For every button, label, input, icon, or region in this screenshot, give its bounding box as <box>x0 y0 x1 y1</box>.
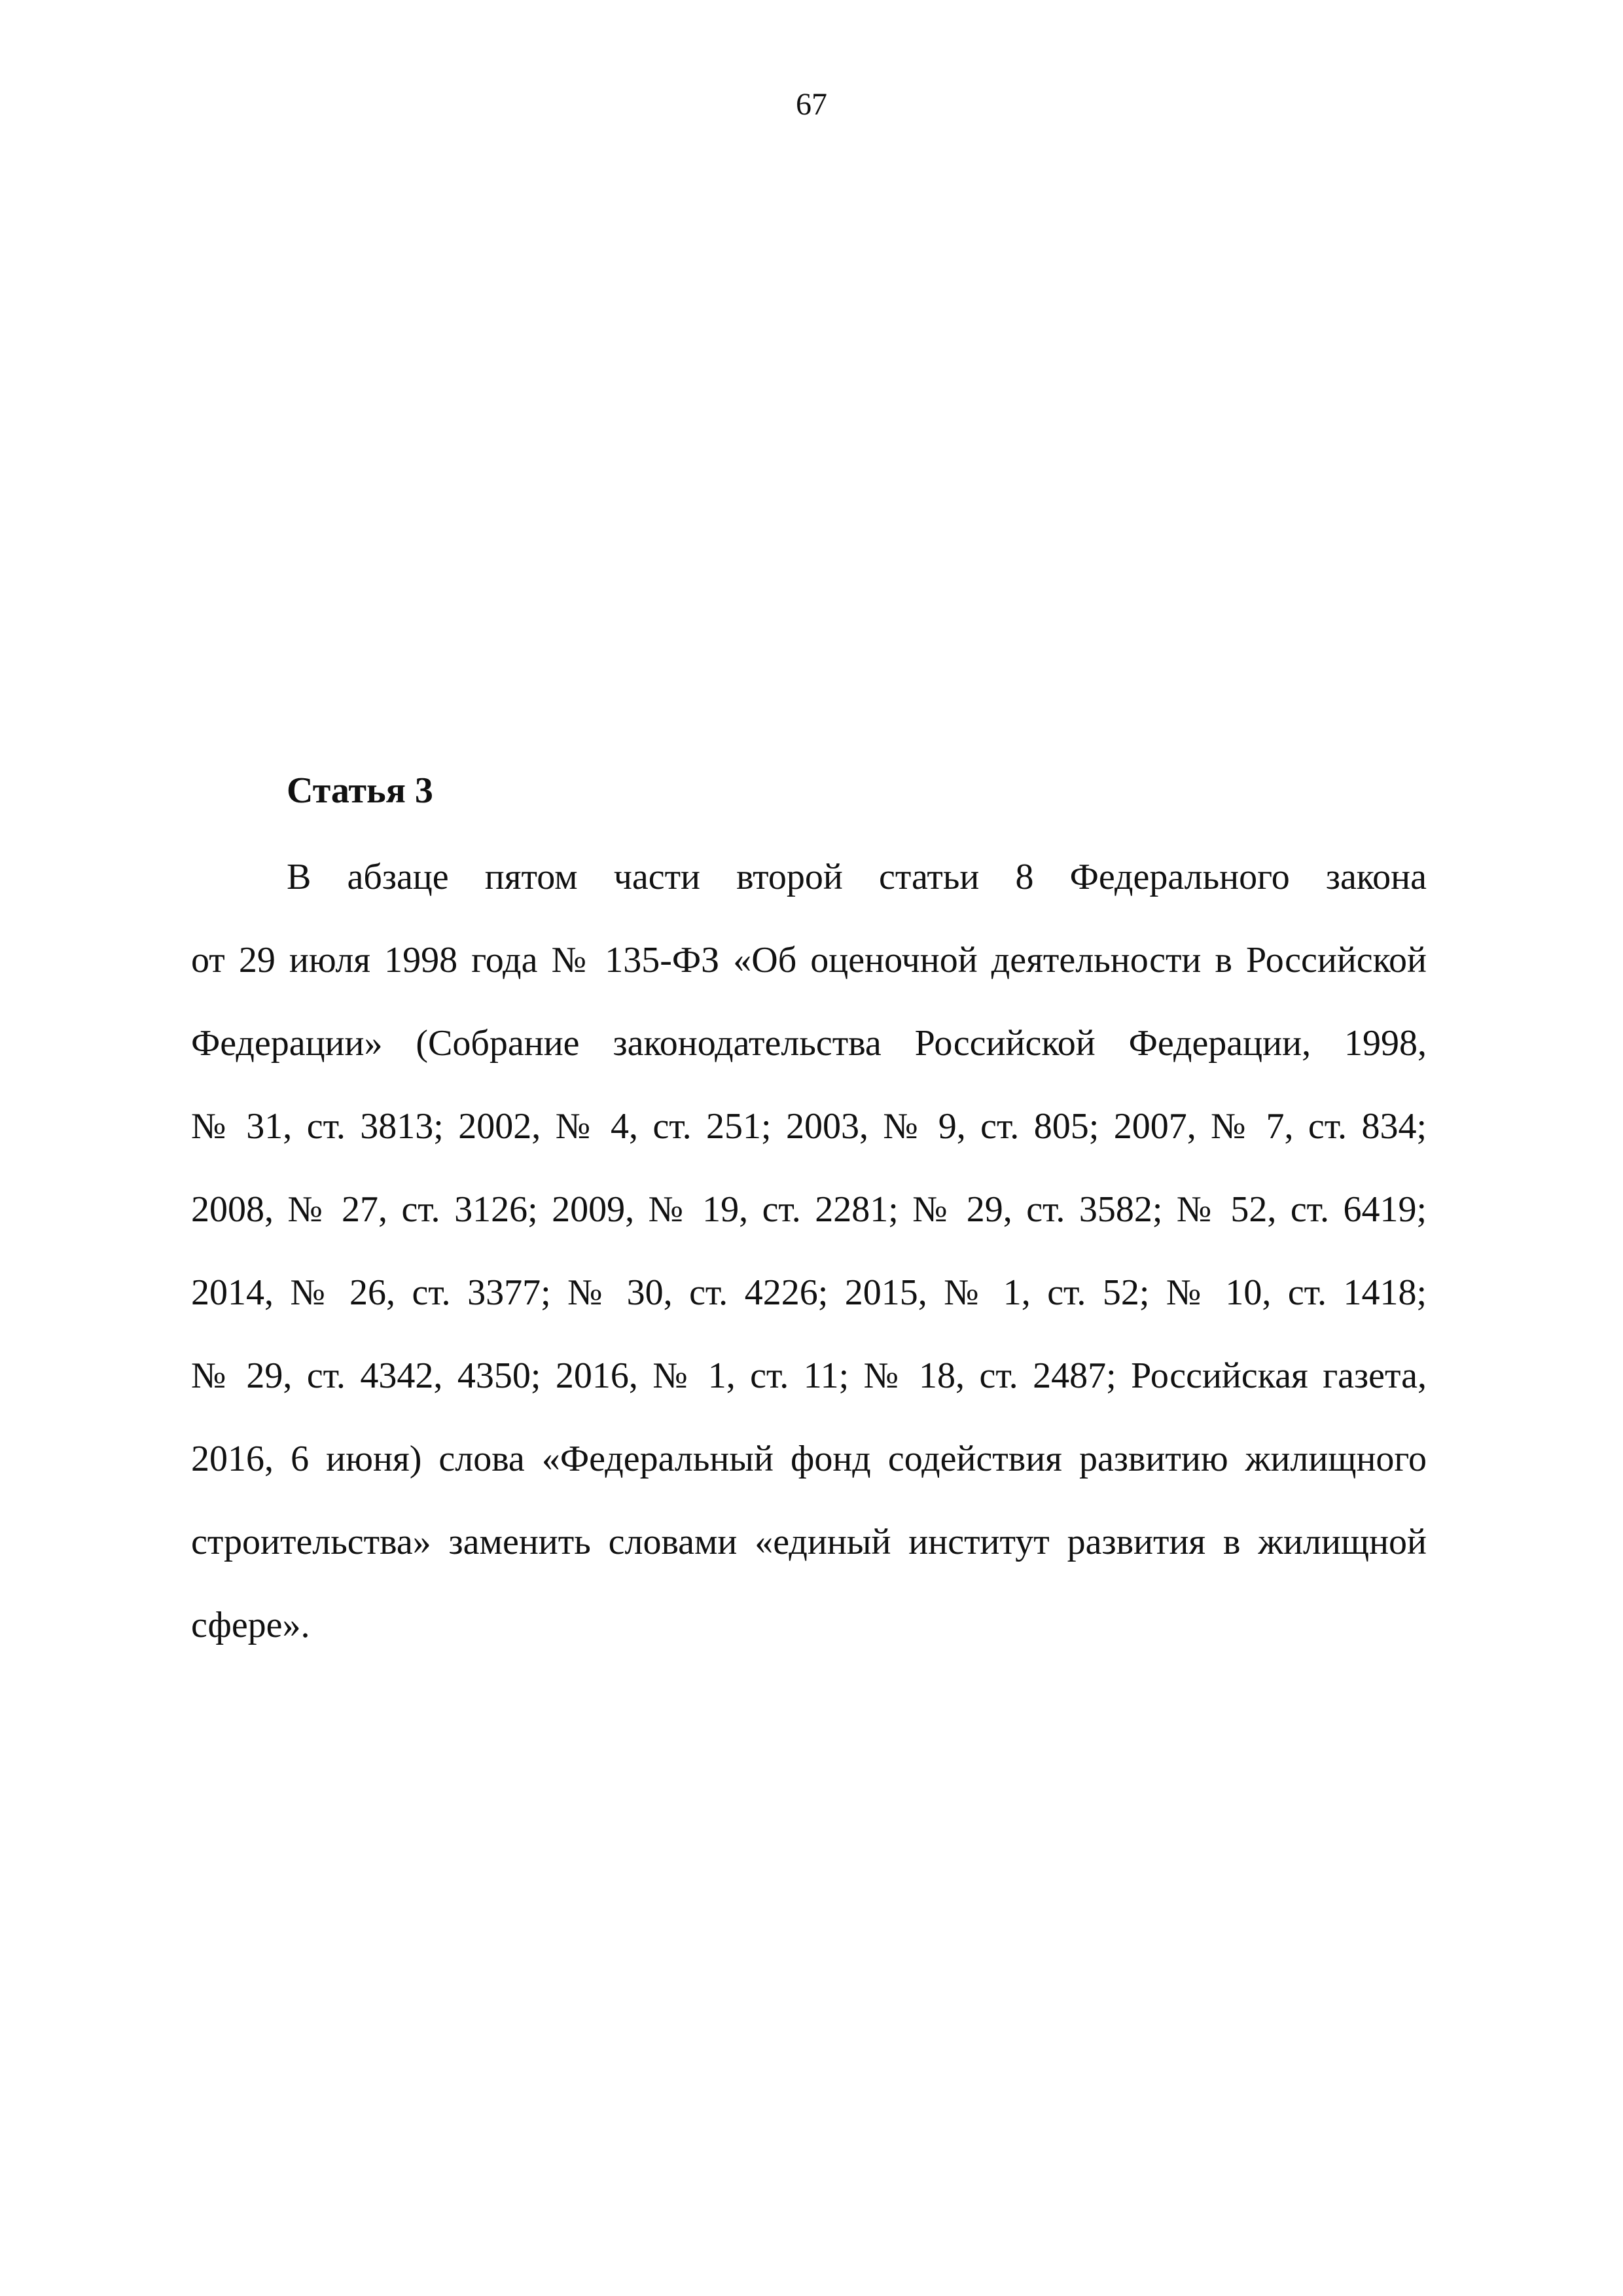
paragraph-line: В абзаце пятом части второй статьи 8 Федерального закона <box>287 857 1427 897</box>
paragraph-line: Федерации» (Собрание законодательства Российской Федерации, 1998, <box>191 1023 1427 1064</box>
paragraph-line: строительства» заменить словами «единый институт развития в жилищной <box>191 1522 1427 1562</box>
paragraph-line: 2016, 6 июня) слова «Федеральный фонд содействия развитию жилищного <box>191 1439 1427 1479</box>
article-heading: Статья 3 <box>287 770 433 811</box>
paragraph-line: 2008, № 27, ст. 3126; 2009, № 19, ст. 2281; № 29, ст. 3582; № 52, ст. 6419; <box>191 1189 1427 1230</box>
paragraph-line: № 29, ст. 4342, 4350; 2016, № 1, ст. 11; № 18, ст. 2487; Российская газета, <box>191 1355 1427 1396</box>
paragraph-line: № 31, ст. 3813; 2002, № 4, ст. 251; 2003, № 9, ст. 805; 2007, № 7, ст. 834; <box>191 1106 1427 1147</box>
paragraph-line: сфере». <box>191 1605 310 1645</box>
page-number: 67 <box>796 87 827 122</box>
paragraph-line: от 29 июля 1998 года № 135-ФЗ «Об оценочной деятельности в Российской <box>191 940 1427 980</box>
paragraph-line: 2014, № 26, ст. 3377; № 30, ст. 4226; 2015, № 1, ст. 52; № 10, ст. 1418; <box>191 1272 1427 1313</box>
